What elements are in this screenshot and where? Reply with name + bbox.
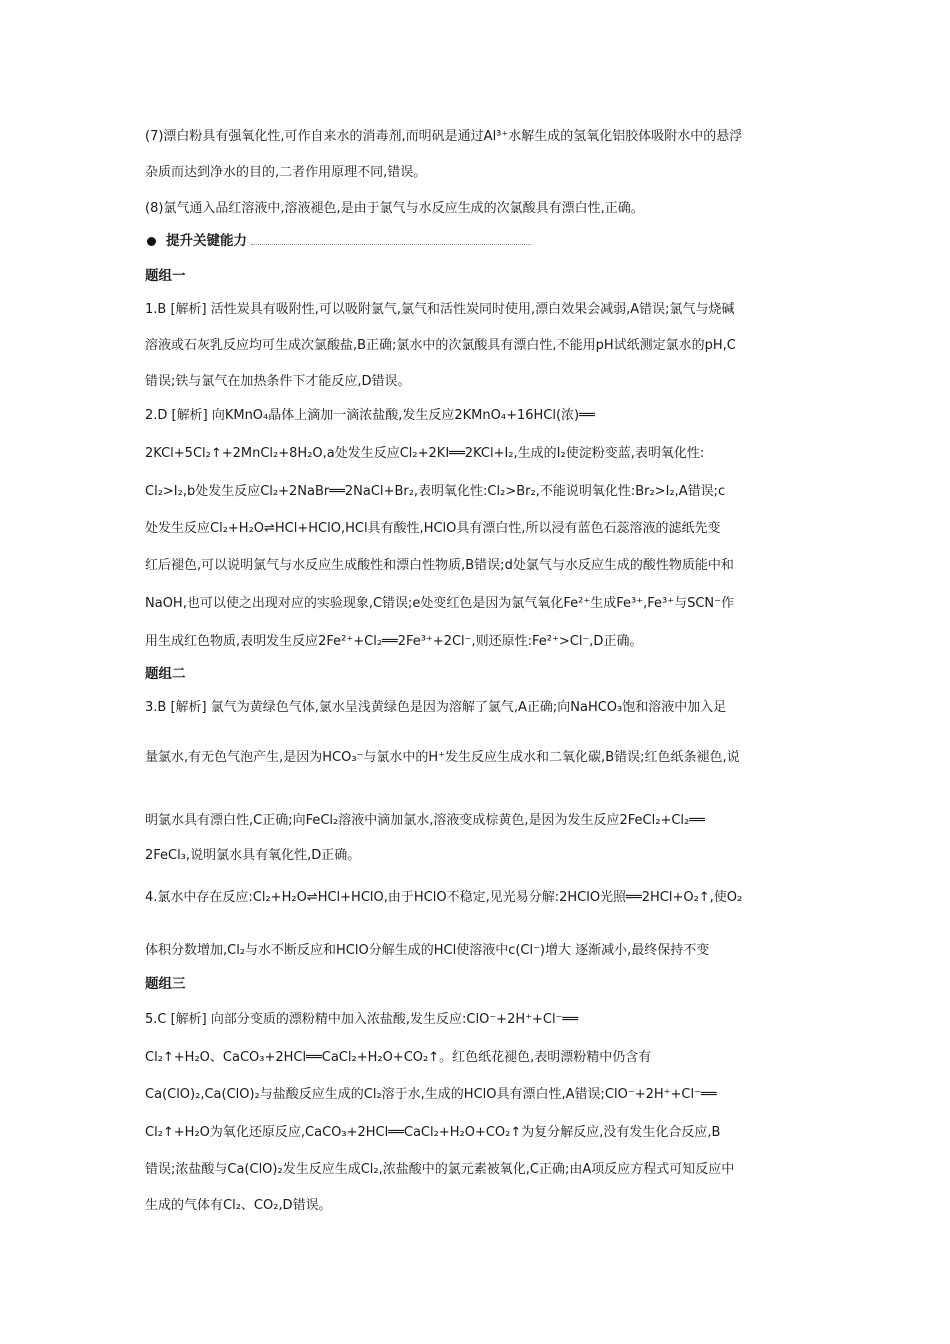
text-line: Cl₂>I₂,b处发生反应Cl₂+2NaBr══2NaCl+Br₂,表明氧化性:Cl₂>Br₂,不能说明氧化性:Br₂>I₂,A错误;c (145, 484, 726, 499)
section-heading-label: 提升关键能力 (166, 233, 247, 249)
dotted-divider (251, 244, 531, 245)
text-line: 红后褪色,可以说明氯气与水反应生成酸性和漂白性物质,B错误;d处氯气与水反应生成的酸性物质能中和 (145, 558, 734, 573)
text-line: 杂质而达到净水的目的,二者作用原理不同,错误。 (145, 165, 427, 180)
text-line: 溶液或石灰乳反应均可生成次氯酸盐,B正确;氯水中的次氯酸具有漂白性,不能用pH试纸测定氯水的pH,C (145, 338, 736, 353)
group-heading: 题组二 (145, 666, 186, 682)
text-line: Cl₂↑+H₂O、CaCO₃+2HCl══CaCl₂+H₂O+CO₂↑。红色纸花褪色,表明漂粉精中仍含有 (145, 1050, 652, 1065)
text-line: 5.C [解析] 向部分变质的漂粉精中加入浓盐酸,发生反应:ClO⁻+2H⁺+Cl⁻══ (145, 1012, 579, 1027)
group-heading: 题组一 (145, 268, 186, 284)
text-line: 体积分数增加,Cl₂与水不断反应和HClO分解生成的HCl使溶液中c(Cl⁻)增大 逐渐减小,最终保持不变 (145, 943, 710, 958)
text-line: 1.B [解析] 活性炭具有吸附性,可以吸附氯气,氯气和活性炭同时使用,漂白效果会减弱,A错误;氯气与烧碱 (145, 302, 735, 317)
text-line: 生成的气体有Cl₂、CO₂,D错误。 (145, 1198, 332, 1213)
text-line: Ca(ClO)₂,Ca(ClO)₂与盐酸反应生成的Cl₂溶于水,生成的HClO具有漂白性,A错误;ClO⁻+2H⁺+Cl⁻══ (145, 1087, 717, 1102)
text-line: 3.B [解析] 氯气为黄绿色气体,氯水呈浅黄绿色是因为溶解了氯气,A正确;向NaHCO₃饱和溶液中加入足 (145, 700, 727, 715)
text-line: 错误;浓盐酸与Ca(ClO)₂发生反应生成Cl₂,浓盐酸中的氯元素被氧化,C正确;由A项反应方程式可知反应中 (145, 1162, 735, 1177)
section-heading (145, 231, 810, 251)
text-line: 错误;铁与氯气在加热条件下才能反应,D错误。 (145, 374, 411, 389)
bullet-icon (147, 237, 156, 246)
text-line: 2KCl+5Cl₂↑+2MnCl₂+8H₂O,a处发生反应Cl₂+2KI══2KCl+I₂,生成的I₂使淀粉变蓝,表明氧化性: (145, 446, 705, 461)
group-heading: 题组三 (145, 976, 186, 992)
text-line: 用生成红色物质,表明发生反应2Fe²⁺+Cl₂══2Fe³⁺+2Cl⁻,则还原性:Fe²⁺>Cl⁻,D正确。 (145, 634, 643, 649)
text-line: 明氯水具有漂白性,C正确;向FeCl₂溶液中滴加氯水,溶液变成棕黄色,是因为发生反应2FeCl₂+Cl₂══ (145, 813, 705, 828)
text-line: 处发生反应Cl₂+H₂O⇌HCl+HClO,HCl具有酸性,HClO具有漂白性,所以浸有蓝色石蕊溶液的滤纸先变 (145, 521, 721, 536)
text-line: 4.氯水中存在反应:Cl₂+H₂O⇌HCl+HClO,由于HClO不稳定,见光易分解:2HClO光照══2HCl+O₂↑,使O₂ (145, 890, 743, 905)
text-line: 2FeCl₃,说明氯水具有氧化性,D正确。 (145, 848, 361, 863)
text-line: (7)漂白粉具有强氧化性,可作自来水的消毒剂,而明矾是通过Al³⁺水解生成的氢氧化铝胶体吸附水中的悬浮 (145, 129, 743, 144)
text-line: (8)氯气通入品红溶液中,溶液褪色,是由于氯气与水反应生成的次氯酸具有漂白性,正确。 (145, 201, 644, 216)
text-line: 量氯水,有无色气泡产生,是因为HCO₃⁻与氯水中的H⁺发生反应生成水和二氧化碳,B错误;红色纸条褪色,说 (145, 750, 740, 765)
text-line: NaOH,也可以使之出现对应的实验现象,C错误;e处变红色是因为氯气氧化Fe²⁺生成Fe³⁺,Fe³⁺与SCN⁻作 (145, 596, 734, 611)
text-line: Cl₂↑+H₂O为氧化还原反应,CaCO₃+2HCl══CaCl₂+H₂O+CO₂↑为复分解反应,没有发生化合反应,B (145, 1125, 721, 1140)
text-line: 2.D [解析] 向KMnO₄晶体上滴加一滴浓盐酸,发生反应2KMnO₄+16HCl(浓)══ (145, 408, 595, 423)
